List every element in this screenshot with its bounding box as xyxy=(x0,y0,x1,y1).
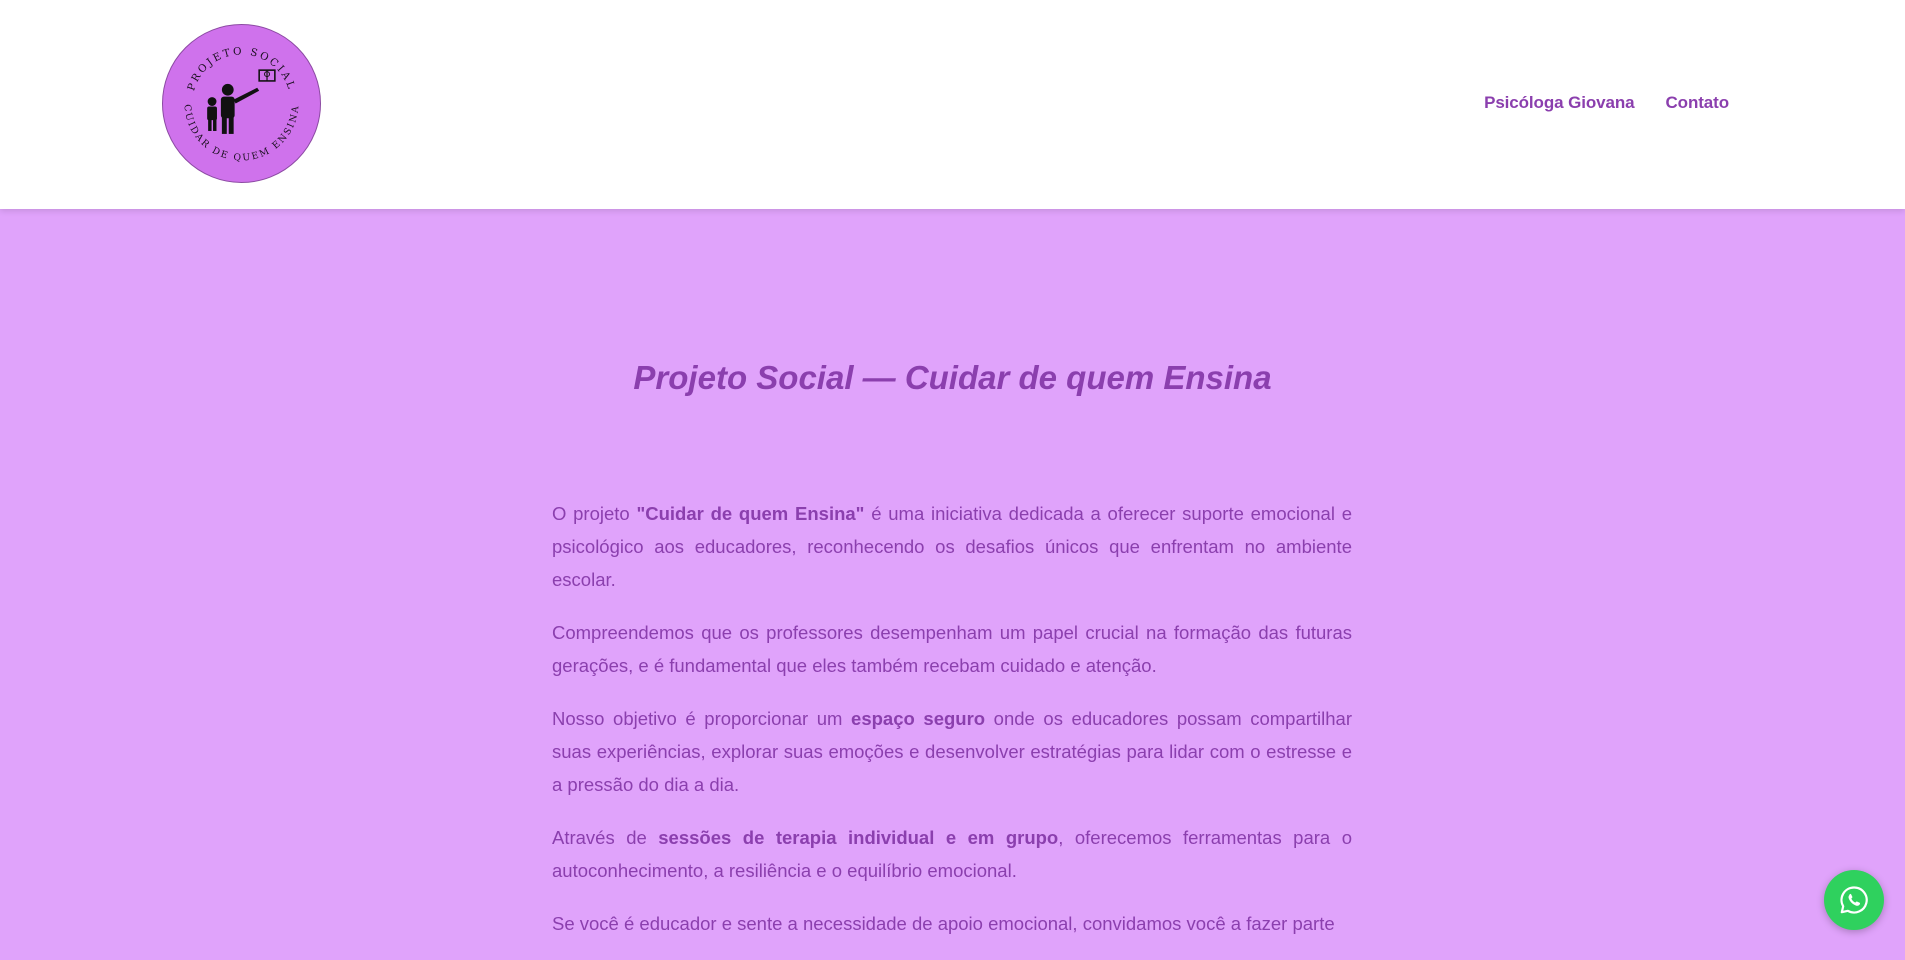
article-body xyxy=(552,497,1352,960)
paragraph-text: , oferecemos ferramentas para o autoconhecimento, a resiliência e o equilíbrio emocional. xyxy=(552,827,1352,881)
whatsapp-button[interactable] xyxy=(1824,870,1884,930)
paragraph-text: Através de xyxy=(552,827,659,848)
paragraph-text: O projeto xyxy=(552,503,637,524)
paragraph-bold-text: "Cuidar de quem Ensina" xyxy=(636,503,865,524)
main-content xyxy=(0,209,1905,952)
paragraph-invitation: Se você é educador e sente a necessidade de apoio emocional, convidamos você a fazer parte xyxy=(552,913,1335,934)
site-logo[interactable] xyxy=(162,24,321,183)
paragraph-importance: Compreendemos que os professores desempenham um papel crucial na formação das futuras gerações, e é fundamental que eles também recebam cuidado e atenção. xyxy=(552,622,1352,676)
paragraph-text: onde os educadores possam compartilhar suas experiências, explorar suas emoções e desenvolver estratégias para lidar com o estresse e a pressão do dia a dia. xyxy=(552,708,1352,795)
paragraph-intro xyxy=(552,497,1352,596)
whatsapp-icon xyxy=(1838,884,1870,916)
main-nav xyxy=(1484,93,1729,113)
paragraph-text: é uma iniciativa dedicada a oferecer suporte emocional e psicológico aos educadores, reconhecendo os desafios únicos que enfrentam no ambiente escolar. xyxy=(552,503,1352,590)
nav-link-psicologa-giovana[interactable]: Psicóloga Giovana xyxy=(1484,93,1635,112)
svg-text:CUIDAR DE QUEM ENSINA xyxy=(181,104,301,164)
svg-text:PROJETO SOCIAL xyxy=(185,45,298,92)
paragraph-text: Nosso objetivo é proporcionar um xyxy=(552,708,852,729)
paragraph-bold-text: espaço seguro xyxy=(851,708,986,729)
paragraph-bold-text: sessões de terapia individual e em grupo xyxy=(658,827,1059,848)
page-title: Projeto Social — Cuidar de quem Ensina xyxy=(633,359,1272,396)
site-header xyxy=(0,0,1905,209)
logo-ring-bottom: CUIDAR DE QUEM ENSINA xyxy=(181,103,302,164)
logo-ring-top: PROJETO SOCIAL xyxy=(185,45,298,93)
nav-link-contato[interactable]: Contato xyxy=(1665,93,1729,112)
paragraph-sessions xyxy=(552,821,1352,887)
teacher-child-icon xyxy=(207,70,275,134)
logo-emblem xyxy=(163,25,320,182)
paragraph-objective xyxy=(552,702,1352,801)
